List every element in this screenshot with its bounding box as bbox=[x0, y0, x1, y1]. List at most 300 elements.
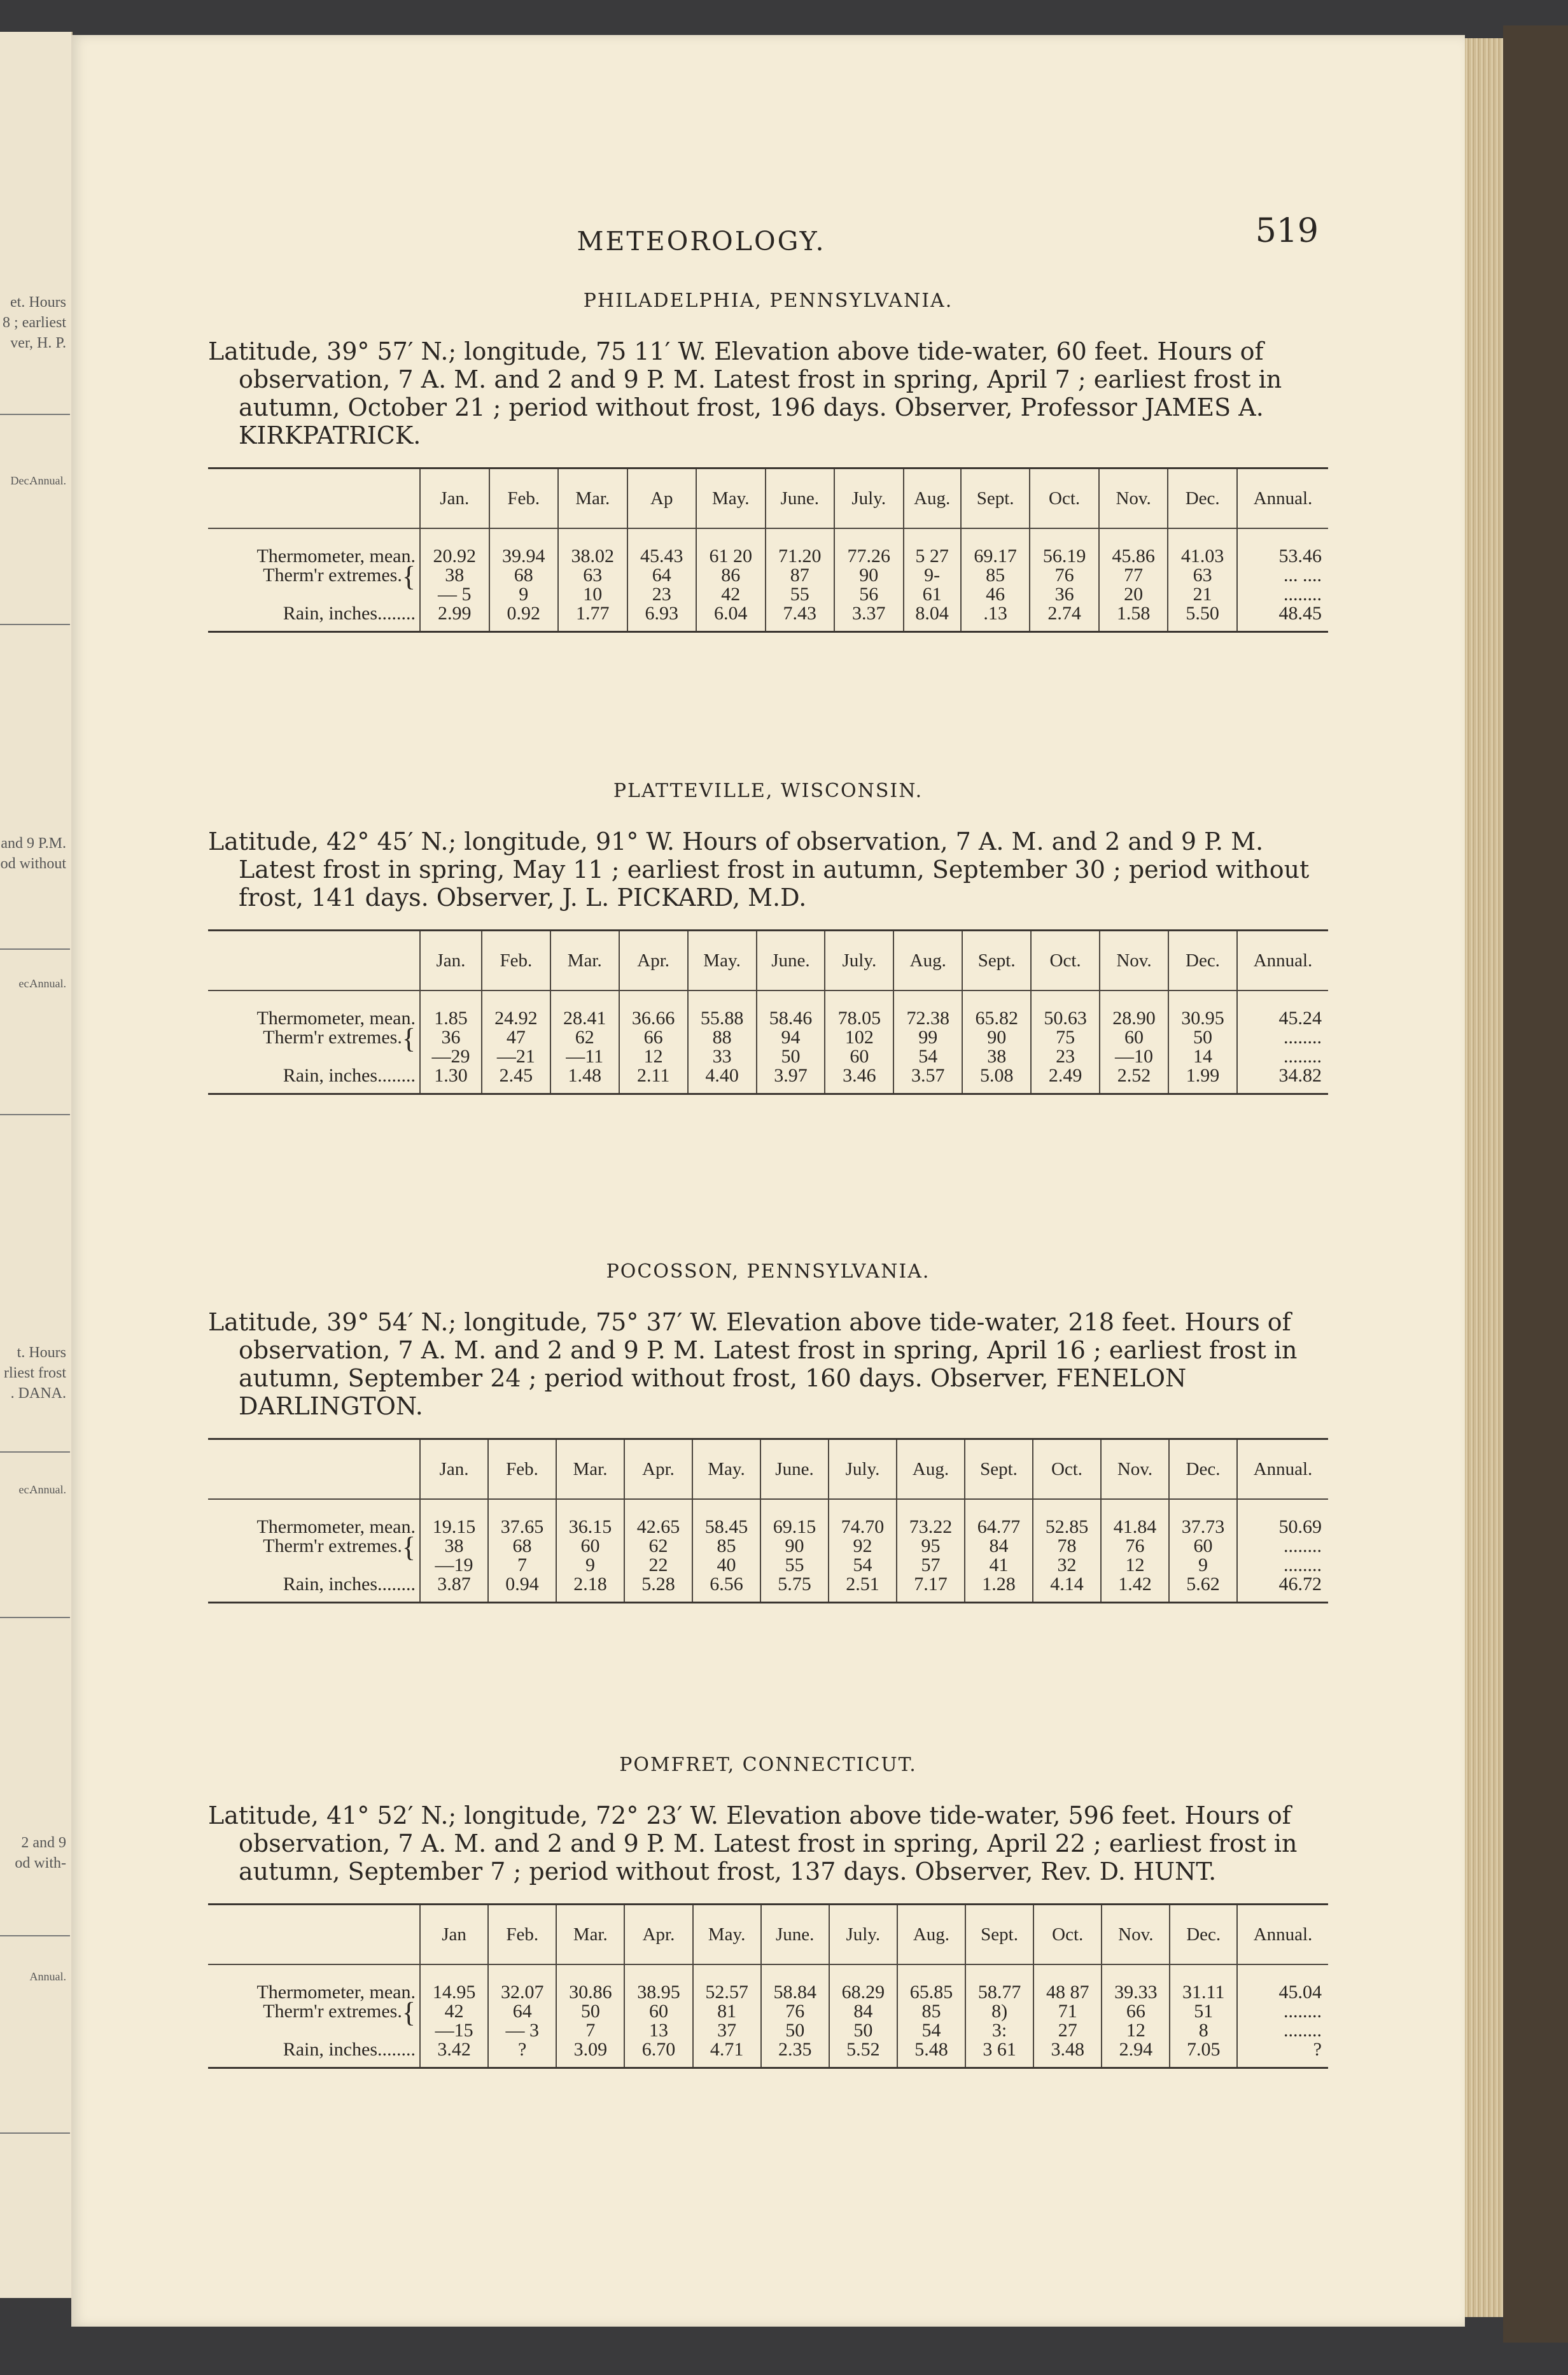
month-data-cell bbox=[619, 990, 688, 1094]
value-rain: 6.04 bbox=[714, 603, 748, 624]
month-data-cell bbox=[757, 990, 825, 1094]
left-fragment-rule bbox=[0, 1935, 70, 1936]
value-mean: 55.88 bbox=[700, 1008, 744, 1029]
value-min: —15 bbox=[435, 2020, 473, 2041]
value-mean: 39.94 bbox=[502, 546, 545, 567]
value-min: 22 bbox=[648, 1554, 668, 1575]
value-rain: 3.46 bbox=[843, 1065, 876, 1086]
left-fragment-text: ec. bbox=[18, 1483, 32, 1496]
value-mean: 41.84 bbox=[1113, 1516, 1157, 1537]
column-header: Sept. bbox=[965, 1905, 1033, 1965]
station-description: Latitude, 39° 54′ N.; longitude, 75° 37′ W. Elevation above tide-water, 218 feet. Hours of observation, 7 A. M. and 2 and 9 P. M. Latest frost in spring, April 16 ; earliest frost in autumn, September 24 ; period without frost, 160 days. Observer, FENELON DARLINGTON. bbox=[208, 1308, 1298, 1420]
value-max: ... .... bbox=[1284, 565, 1322, 586]
month-data-cell bbox=[1168, 528, 1237, 632]
label-thermometer-mean: Thermometer, mean. bbox=[256, 1008, 416, 1029]
value-rain: 8.04 bbox=[915, 603, 949, 624]
brace-glyph: { bbox=[402, 1997, 416, 2029]
value-min: 9 bbox=[585, 1554, 595, 1575]
value-mean: 78.05 bbox=[837, 1008, 881, 1029]
column-header: July. bbox=[825, 931, 893, 991]
column-header: Oct. bbox=[1033, 1905, 1102, 1965]
column-header: June. bbox=[761, 1905, 829, 1965]
value-rain: 2.51 bbox=[846, 1574, 879, 1595]
value-min: 13 bbox=[648, 2020, 668, 2041]
value-max: 62 bbox=[575, 1027, 594, 1048]
value-rain: 1.99 bbox=[1186, 1065, 1220, 1086]
value-rain: 5.50 bbox=[1186, 603, 1219, 624]
value-min: 60 bbox=[850, 1046, 869, 1067]
value-min: 50 bbox=[785, 2020, 805, 2041]
value-max: ........ bbox=[1284, 2001, 1322, 2022]
station-description: Latitude, 39° 57′ N.; longitude, 75 11′ W. Elevation above tide-water, 60 feet. Hours of observation, 7 A. M. and 2 and 9 P. M. Latest frost in spring, April 7 ; earliest frost in autumn, October 21 ; period without frost, 196 days. Observer, Professor JAMES A. KIRKPATRICK. bbox=[208, 337, 1282, 449]
station-section bbox=[208, 780, 1328, 1095]
value-max: 60 bbox=[1124, 1027, 1144, 1048]
value-min: 61 bbox=[922, 584, 942, 605]
label-extremes-wrap bbox=[209, 1023, 416, 1055]
left-fragment-text: Annual. bbox=[29, 977, 66, 990]
label-spacer bbox=[209, 2021, 416, 2040]
page-stack-edge bbox=[1465, 38, 1503, 2317]
value-max: 99 bbox=[918, 1027, 938, 1048]
value-max: 76 bbox=[1125, 1535, 1145, 1556]
value-rain: 3.48 bbox=[1051, 2039, 1084, 2060]
month-data-cell bbox=[558, 528, 627, 632]
value-rain: 2.74 bbox=[1047, 603, 1081, 624]
station-section bbox=[208, 1260, 1328, 1603]
month-data-cell bbox=[965, 1964, 1033, 2068]
month-data-cell bbox=[1237, 528, 1328, 632]
value-mean: 20.92 bbox=[433, 546, 476, 567]
row-labels-cell bbox=[208, 990, 420, 1094]
value-min: 55 bbox=[785, 1554, 804, 1575]
month-data-cell bbox=[556, 1964, 624, 2068]
value-min: 54 bbox=[918, 1046, 938, 1067]
book-page bbox=[71, 35, 1465, 2327]
column-header: Ap bbox=[627, 469, 697, 529]
value-rain: ? bbox=[518, 2039, 527, 2060]
value-min: 32 bbox=[1057, 1554, 1077, 1575]
value-max: 51 bbox=[1194, 2001, 1214, 2022]
left-fragment-text: 2 and 9 bbox=[21, 1835, 66, 1851]
column-header: May. bbox=[692, 1439, 760, 1500]
month-data-cell bbox=[1031, 990, 1100, 1094]
month-data-cell bbox=[893, 990, 962, 1094]
value-min: 46 bbox=[986, 584, 1005, 605]
column-header: Apr. bbox=[619, 931, 688, 991]
value-mean: 58.45 bbox=[704, 1516, 748, 1537]
column-header: Dec. bbox=[1169, 1439, 1237, 1500]
label-extremes-wrap bbox=[209, 1532, 416, 1563]
value-rain: 2.11 bbox=[636, 1065, 670, 1086]
label-rain-inches: Rain, inches........ bbox=[283, 2039, 416, 2060]
station-description: Latitude, 42° 45′ N.; longitude, 91° W. Hours of observation, 7 A. M. and 2 and 9 P. M. Latest frost in spring, May 11 ; earliest frost in autumn, September 30 ; period without frost, 141 days. Observer, J. L. PICKARD, M.D. bbox=[208, 828, 1310, 912]
column-header: Aug. bbox=[897, 1439, 965, 1500]
month-data-cell bbox=[825, 990, 893, 1094]
column-header: Oct. bbox=[1030, 469, 1099, 529]
value-max: 90 bbox=[987, 1027, 1007, 1048]
value-max: 68 bbox=[514, 565, 533, 586]
value-mean: 56.19 bbox=[1042, 546, 1086, 567]
value-rain: 3.87 bbox=[437, 1574, 471, 1595]
left-page-fragment bbox=[0, 32, 73, 2298]
value-min: 54 bbox=[921, 2020, 941, 2041]
value-max: 78 bbox=[1057, 1535, 1077, 1556]
value-rain: 2.18 bbox=[573, 1574, 607, 1595]
value-min: —10 bbox=[1115, 1046, 1153, 1067]
value-max: 36 bbox=[441, 1027, 461, 1048]
value-rain: 1.77 bbox=[576, 603, 610, 624]
value-min: 7 bbox=[517, 1554, 527, 1575]
value-rain: 6.93 bbox=[645, 603, 678, 624]
value-rain: 5.08 bbox=[979, 1065, 1014, 1086]
value-mean: 73.22 bbox=[909, 1516, 953, 1537]
value-max: 76 bbox=[785, 2001, 805, 2022]
month-data-cell bbox=[1030, 528, 1099, 632]
value-mean: 36.15 bbox=[568, 1516, 612, 1537]
value-min: ........ bbox=[1284, 2020, 1322, 2041]
value-rain: 2.99 bbox=[438, 603, 472, 624]
value-max: 85 bbox=[717, 1535, 736, 1556]
left-fragment-text: od without bbox=[0, 856, 66, 872]
month-data-cell bbox=[420, 1499, 488, 1603]
value-mean: 24.92 bbox=[494, 1008, 538, 1029]
value-mean: 42.65 bbox=[636, 1516, 680, 1537]
value-mean: 38.95 bbox=[637, 1982, 680, 2003]
value-min: 27 bbox=[1058, 2020, 1077, 2041]
value-min: 12 bbox=[643, 1046, 663, 1067]
station-title: PHILADELPHIA, PENNSYLVANIA. bbox=[583, 290, 953, 312]
column-header: Nov. bbox=[1102, 1905, 1170, 1965]
month-data-cell bbox=[692, 1499, 760, 1603]
value-mean: 68.29 bbox=[841, 1982, 885, 2003]
value-max: 8) bbox=[991, 2001, 1008, 2022]
column-header: Dec. bbox=[1170, 1905, 1237, 1965]
month-data-cell bbox=[1237, 990, 1328, 1094]
month-data-cell bbox=[693, 1964, 761, 2068]
value-max: 84 bbox=[853, 2001, 873, 2022]
value-min: 37 bbox=[717, 2020, 737, 2041]
station-section bbox=[208, 1754, 1328, 2069]
value-rain: 0.92 bbox=[507, 603, 540, 624]
label-spacer bbox=[209, 1556, 416, 1575]
column-header: Sept. bbox=[965, 1439, 1033, 1500]
value-max: 38 bbox=[444, 1535, 464, 1556]
column-header: Oct. bbox=[1033, 1439, 1101, 1500]
column-header: Annual. bbox=[1237, 1905, 1328, 1965]
value-mean: 30.95 bbox=[1181, 1008, 1224, 1029]
month-data-cell bbox=[627, 528, 697, 632]
value-mean: 32.07 bbox=[500, 1982, 544, 2003]
value-min: 42 bbox=[721, 584, 741, 605]
column-header: Annual. bbox=[1237, 931, 1328, 991]
left-fragment-text: . DANA. bbox=[10, 1385, 66, 1402]
value-rain: 5.52 bbox=[846, 2039, 880, 2060]
value-min: ........ bbox=[1284, 1554, 1322, 1575]
value-max: 71 bbox=[1058, 2001, 1077, 2022]
station-description: Latitude, 41° 52′ N.; longitude, 72° 23′ W. Elevation above tide-water, 596 feet. Hours of observation, 7 A. M. and 2 and 9 P. M. Latest frost in spring, April 22 ; earliest frost in autumn, September 7 ; period without frost, 137 days. Observer, Rev. D. HUNT. bbox=[208, 1801, 1298, 1885]
value-rain: 4.40 bbox=[705, 1065, 739, 1086]
value-max: 38 bbox=[445, 565, 465, 586]
value-mean: 14.95 bbox=[432, 1982, 476, 2003]
value-min: ........ bbox=[1284, 584, 1322, 605]
month-data-cell bbox=[1237, 1499, 1328, 1603]
left-fragment-text: rliest frost bbox=[4, 1365, 66, 1381]
blank-header-cell bbox=[208, 469, 420, 529]
value-rain: 6.56 bbox=[710, 1574, 743, 1595]
value-max: 94 bbox=[781, 1027, 801, 1048]
value-mean: 38.02 bbox=[571, 546, 614, 567]
value-mean: 45.86 bbox=[1112, 546, 1155, 567]
value-mean: 45.43 bbox=[640, 546, 683, 567]
value-max: 66 bbox=[643, 1027, 663, 1048]
value-min: 3: bbox=[991, 2020, 1007, 2041]
value-mean: 50.69 bbox=[1278, 1516, 1322, 1537]
station-title: POMFRET, CONNECTICUT. bbox=[619, 1754, 917, 1776]
month-data-cell bbox=[1033, 1499, 1101, 1603]
column-header: Jan. bbox=[420, 1439, 488, 1500]
value-max: 77 bbox=[1124, 565, 1144, 586]
value-mean: 37.65 bbox=[500, 1516, 544, 1537]
value-rain: 34.82 bbox=[1278, 1065, 1322, 1086]
label-extremes-wrap bbox=[209, 561, 416, 593]
month-data-cell bbox=[761, 1964, 829, 2068]
value-mean: 69.17 bbox=[974, 546, 1017, 567]
value-mean: 77.26 bbox=[847, 546, 890, 567]
value-max: 66 bbox=[1126, 2001, 1145, 2022]
table-row bbox=[208, 990, 1328, 1094]
month-data-cell bbox=[897, 1499, 965, 1603]
value-mean: 74.70 bbox=[841, 1516, 885, 1537]
column-header: Apr. bbox=[624, 1905, 692, 1965]
value-rain: 0.94 bbox=[505, 1574, 539, 1595]
value-mean: 69.15 bbox=[773, 1516, 816, 1537]
value-rain: 1.30 bbox=[434, 1065, 468, 1086]
column-header: Jan. bbox=[420, 469, 489, 529]
column-header: Feb. bbox=[489, 469, 559, 529]
value-max: 87 bbox=[790, 565, 809, 586]
value-mean: 58.84 bbox=[773, 1982, 816, 2003]
month-data-cell bbox=[696, 528, 766, 632]
month-data-cell bbox=[1169, 1499, 1237, 1603]
label-thermometer-mean: Thermometer, mean. bbox=[256, 1516, 416, 1537]
month-data-cell bbox=[550, 990, 619, 1094]
blank-header-cell bbox=[208, 1905, 420, 1965]
value-min: 14 bbox=[1193, 1046, 1212, 1067]
table-row bbox=[208, 1964, 1328, 2068]
value-mean: 28.41 bbox=[563, 1008, 606, 1029]
column-header: July. bbox=[829, 1439, 897, 1500]
value-rain: 3.97 bbox=[774, 1065, 808, 1086]
value-rain: .13 bbox=[983, 603, 1007, 624]
column-header: June. bbox=[760, 1439, 829, 1500]
month-data-cell bbox=[482, 990, 550, 1094]
station-title: PLATTEVILLE, WISCONSIN. bbox=[613, 780, 923, 802]
value-rain: 5.48 bbox=[914, 2039, 948, 2060]
month-data-cell bbox=[488, 1499, 556, 1603]
value-max: 85 bbox=[921, 2001, 941, 2022]
value-min: 20 bbox=[1124, 584, 1144, 605]
month-data-cell bbox=[829, 1499, 897, 1603]
left-fragment-text: ver, H. P. bbox=[10, 335, 66, 351]
column-header: Aug. bbox=[897, 1905, 965, 1965]
value-min: 8 bbox=[1198, 2020, 1208, 2041]
label-therm-extremes: Therm'r extremes. bbox=[263, 1027, 402, 1048]
left-fragment-rule bbox=[0, 948, 70, 950]
value-min: 33 bbox=[712, 1046, 732, 1067]
value-mean: 65.85 bbox=[909, 1982, 953, 2003]
left-fragment-rule bbox=[0, 1114, 70, 1115]
column-header: Oct. bbox=[1031, 931, 1100, 991]
value-max: 64 bbox=[652, 565, 671, 586]
value-max: 92 bbox=[853, 1535, 872, 1556]
page-number: 519 bbox=[1255, 212, 1319, 250]
value-mean: 61 20 bbox=[709, 546, 752, 567]
month-data-cell bbox=[1102, 1964, 1170, 2068]
value-mean: 1.85 bbox=[434, 1008, 468, 1029]
weather-table bbox=[208, 1903, 1328, 2069]
value-rain: 3.57 bbox=[911, 1065, 945, 1086]
month-data-cell bbox=[766, 528, 835, 632]
value-min: 38 bbox=[987, 1046, 1007, 1067]
value-max: 88 bbox=[712, 1027, 732, 1048]
left-fragment-text: od with- bbox=[15, 1855, 66, 1871]
value-mean: 36.66 bbox=[631, 1008, 675, 1029]
value-max: 50 bbox=[580, 2001, 600, 2022]
value-max: 64 bbox=[512, 2001, 532, 2022]
value-min: 12 bbox=[1125, 1554, 1145, 1575]
row-labels-cell bbox=[208, 1964, 420, 2068]
value-min: 54 bbox=[853, 1554, 872, 1575]
value-rain: 5.28 bbox=[641, 1574, 675, 1595]
month-data-cell bbox=[420, 528, 489, 632]
value-min: 7 bbox=[585, 2020, 596, 2041]
value-max: 81 bbox=[717, 2001, 737, 2022]
value-mean: 50.63 bbox=[1044, 1008, 1087, 1029]
column-header: Dec. bbox=[1168, 931, 1237, 991]
running-head: METEOROLOGY. bbox=[577, 226, 826, 257]
value-mean: 71.20 bbox=[778, 546, 822, 567]
table-header-row bbox=[208, 1439, 1328, 1500]
month-data-cell bbox=[904, 528, 961, 632]
value-mean: 45.24 bbox=[1278, 1008, 1322, 1029]
column-header: Feb. bbox=[482, 931, 550, 991]
value-rain: 46.72 bbox=[1278, 1574, 1322, 1595]
blank-header-cell bbox=[208, 931, 420, 991]
value-rain: 3 61 bbox=[983, 2039, 1016, 2060]
column-header: Sept. bbox=[961, 469, 1030, 529]
value-rain: 7.43 bbox=[783, 603, 816, 624]
value-min: 9 bbox=[1198, 1554, 1208, 1575]
value-max: 76 bbox=[1054, 565, 1074, 586]
value-min: — 5 bbox=[438, 584, 472, 605]
label-rain-inches: Rain, inches........ bbox=[283, 1574, 416, 1595]
column-header: Nov. bbox=[1100, 931, 1168, 991]
left-fragment-text: et. Hours bbox=[10, 294, 66, 311]
value-min: 23 bbox=[1056, 1046, 1075, 1067]
value-rain: 1.58 bbox=[1116, 603, 1151, 624]
column-header: May. bbox=[696, 469, 766, 529]
left-fragment-rule bbox=[0, 2132, 70, 2134]
value-max: 90 bbox=[859, 565, 879, 586]
value-rain: 2.49 bbox=[1048, 1065, 1082, 1086]
label-thermometer-mean: Thermometer, mean. bbox=[256, 546, 416, 567]
value-mean: 5 27 bbox=[915, 546, 949, 567]
value-mean: 30.86 bbox=[569, 1982, 612, 2003]
weather-table bbox=[208, 1438, 1328, 1603]
column-header: Mar. bbox=[550, 931, 619, 991]
label-spacer bbox=[209, 585, 416, 604]
month-data-cell bbox=[688, 990, 757, 1094]
value-rain: 1.48 bbox=[568, 1065, 601, 1086]
value-min: 23 bbox=[652, 584, 671, 605]
label-therm-extremes: Therm'r extremes. bbox=[263, 1535, 402, 1556]
month-data-cell bbox=[760, 1499, 829, 1603]
column-header: Mar. bbox=[558, 469, 627, 529]
month-data-cell bbox=[420, 1964, 488, 2068]
value-min: —11 bbox=[566, 1046, 604, 1067]
month-data-cell bbox=[1101, 1499, 1169, 1603]
value-rain: 3.42 bbox=[437, 2039, 471, 2060]
blank-header-cell bbox=[208, 1439, 420, 1500]
value-mean: 52.85 bbox=[1045, 1516, 1089, 1537]
value-mean: 45.04 bbox=[1278, 1982, 1322, 2003]
column-header: Annual. bbox=[1237, 469, 1328, 529]
column-header: Nov. bbox=[1101, 1439, 1169, 1500]
station-section bbox=[208, 290, 1328, 633]
table-header-row bbox=[208, 1905, 1328, 1965]
value-mean: 65.82 bbox=[975, 1008, 1018, 1029]
row-labels-cell bbox=[208, 1499, 420, 1603]
value-min: —29 bbox=[431, 1046, 470, 1067]
column-header: May. bbox=[688, 931, 757, 991]
left-fragment-text: Annual. bbox=[29, 1970, 66, 1983]
left-fragment-text: Annual. bbox=[29, 1483, 66, 1496]
left-fragment-rule bbox=[0, 414, 70, 415]
value-mean: 64.77 bbox=[977, 1516, 1021, 1537]
value-min: —21 bbox=[496, 1046, 535, 1067]
book-edge bbox=[1503, 25, 1568, 2343]
column-header: Apr. bbox=[624, 1439, 692, 1500]
column-header: Annual. bbox=[1237, 1439, 1328, 1500]
value-max: 50 bbox=[1193, 1027, 1212, 1048]
value-min: 41 bbox=[989, 1554, 1009, 1575]
value-max: ........ bbox=[1284, 1027, 1322, 1048]
value-min: 50 bbox=[853, 2020, 873, 2041]
value-min: 56 bbox=[859, 584, 879, 605]
column-header: Nov. bbox=[1099, 469, 1168, 529]
month-data-cell bbox=[961, 528, 1030, 632]
value-rain: 6.70 bbox=[641, 2039, 676, 2060]
column-header: July. bbox=[829, 1905, 897, 1965]
column-header: June. bbox=[766, 469, 835, 529]
value-rain: 7.05 bbox=[1186, 2039, 1221, 2060]
month-data-cell bbox=[489, 528, 559, 632]
value-min: 10 bbox=[583, 584, 603, 605]
label-thermometer-mean: Thermometer, mean. bbox=[256, 1982, 416, 2003]
value-min: 9 bbox=[519, 584, 529, 605]
value-min: 36 bbox=[1054, 584, 1074, 605]
column-header: Feb. bbox=[488, 1905, 556, 1965]
value-mean: 52.57 bbox=[705, 1982, 748, 2003]
value-rain: 5.75 bbox=[778, 1574, 811, 1595]
value-mean: 37.73 bbox=[1181, 1516, 1225, 1537]
left-fragment-rule bbox=[0, 1617, 70, 1618]
value-max: 60 bbox=[648, 2001, 668, 2022]
column-header: Mar. bbox=[556, 1439, 624, 1500]
value-rain: 2.52 bbox=[1117, 1065, 1151, 1086]
month-data-cell bbox=[420, 990, 482, 1094]
value-rain: 5.62 bbox=[1186, 1574, 1220, 1595]
